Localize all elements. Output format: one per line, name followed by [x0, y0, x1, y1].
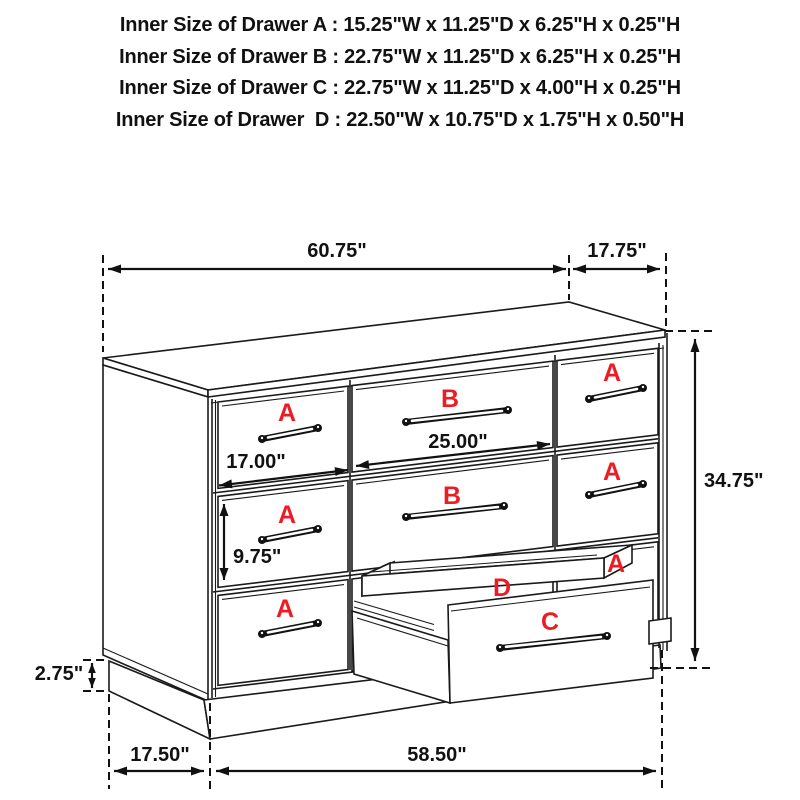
drawer-label: B	[440, 385, 460, 413]
dim-label-base-front-width: 58.50"	[407, 744, 467, 766]
slide-bracket	[649, 618, 671, 644]
left-side-panel	[103, 365, 208, 701]
dim-base-height	[35, 663, 96, 688]
dim-base-front-width	[216, 744, 656, 776]
drawer-label: A	[277, 399, 297, 427]
drawer-label: C	[540, 608, 560, 636]
dim-label-base-height: 2.75"	[34, 663, 84, 685]
dim-top-depth	[573, 240, 660, 274]
drawer-label: A	[602, 458, 622, 486]
spec-line-drawer-a: Inner Size of Drawer A : 15.25"W x 11.25"D x 6.25"H x 0.25"H	[119, 14, 681, 36]
dim-label-base-side-depth: 17.50"	[130, 744, 190, 766]
drawer-label: A	[275, 595, 295, 623]
drawer-label: A	[277, 501, 297, 529]
dim-label-top-depth: 17.75"	[587, 240, 647, 262]
dim-base-side-depth	[114, 744, 204, 776]
dim-label-drawer-height: 9.75"	[233, 546, 282, 568]
dim-label-overall-height: 34.75"	[704, 470, 764, 492]
spec-line-drawer-c: Inner Size of Drawer C : 22.75"W x 11.25"D x 4.00"H x 0.25"H	[119, 77, 681, 99]
spec-line-drawer-d: Inner Size of Drawer D : 22.50"W x 10.75"D x 1.75"H x 0.50"H	[115, 108, 685, 131]
dim-label-top-width: 60.75"	[307, 240, 367, 262]
drawer-label: D	[492, 574, 512, 602]
drawer-label: B	[442, 482, 462, 510]
drawer-label: A	[602, 359, 622, 387]
dim-top-width	[108, 240, 566, 274]
dim-label-middle-drawer-width: 25.00"	[428, 431, 488, 453]
dresser-cabinet	[103, 302, 671, 739]
spec-line-drawer-b: Inner Size of Drawer B : 22.75"W x 11.25"D x 6.25"H x 0.25"H	[119, 45, 681, 68]
dim-overall-height	[691, 339, 764, 661]
dim-label-left-drawer-width: 17.00"	[226, 451, 286, 473]
drawer-label: A	[606, 550, 626, 578]
